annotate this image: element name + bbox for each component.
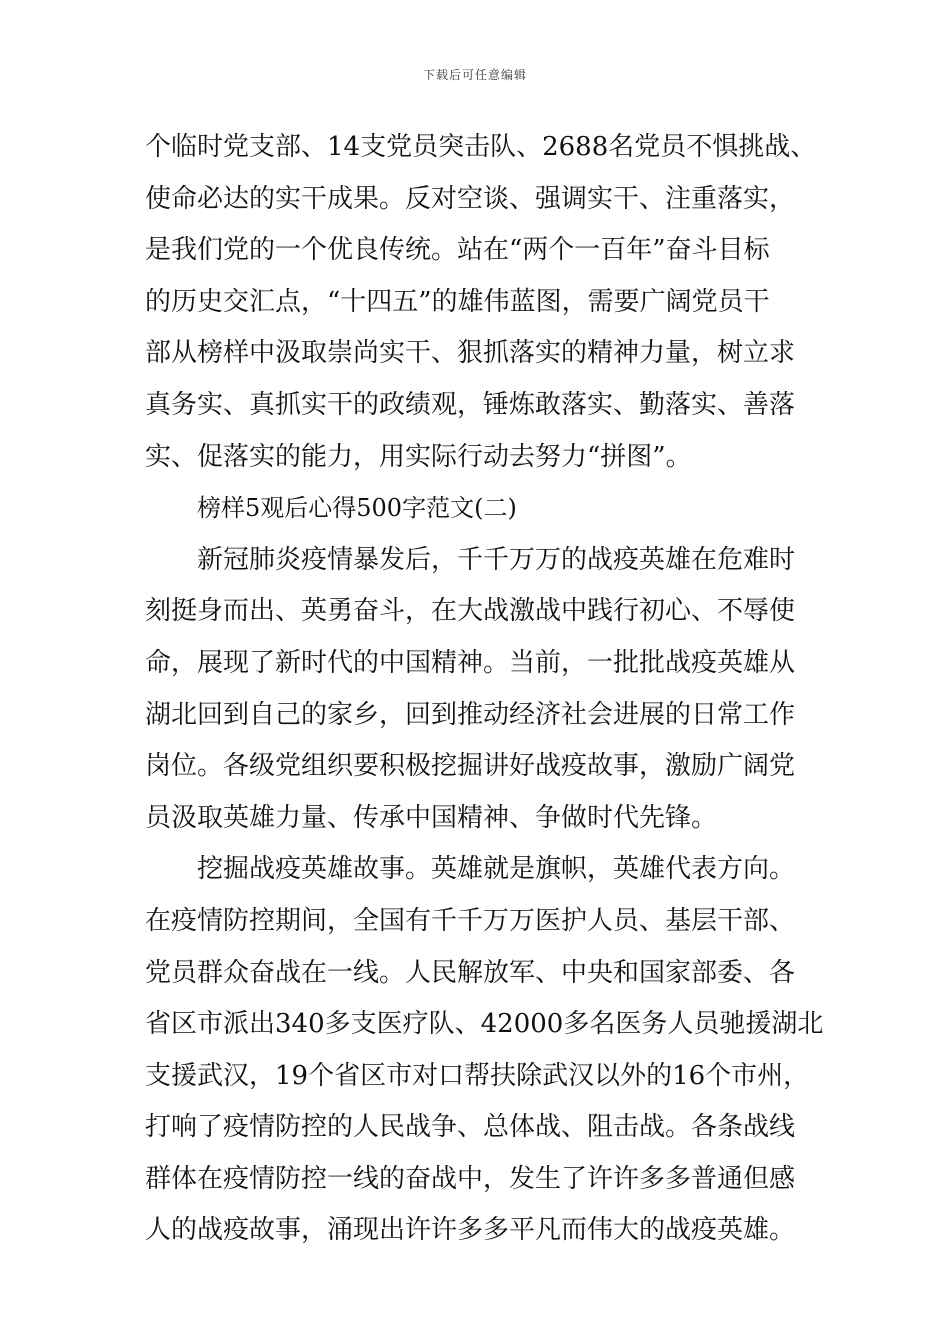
text-line: 群体在疫情防控一线的奋战中，发生了许许多多普通但感 [145, 1163, 796, 1194]
document-body [145, 122, 824, 1257]
text-line: 湖北回到自己的家乡，回到推动经济社会进展的日常工作 [145, 699, 796, 730]
page-header-note: 下载后可任意编辑 [422, 68, 527, 82]
text-line: 使命必达的实干成果。反对空谈、强调实干、注重落实， [145, 183, 796, 214]
text-line: 打响了疫情防控的人民战争、总体战、阻击战。各条战线 [145, 1112, 796, 1143]
text-line: 党员群众奋战在一线。人民解放军、中央和国家部委、各 [145, 957, 796, 988]
text-line: 挖掘战疫英雄故事。英雄就是旗帜，英雄代表方向。 [197, 854, 796, 885]
text-line: 部从榜样中汲取崇尚实干、狠抓落实的精神力量，树立求 [145, 338, 796, 369]
text-line: 实、促落实的能力，用实际行动去努力“拼图”。 [145, 441, 692, 472]
text-line: 人的战疫故事，涌现出许许多多平凡而伟大的战疫英雄。 [145, 1215, 796, 1246]
section-heading: 榜样5观后心得500字范文(二) [197, 494, 517, 523]
text-line: 的历史交汇点，“十四五”的雄伟蓝图，需要广阔党员干 [145, 286, 770, 317]
text-line: 在疫情防控期间，全国有千千万万医护人员、基层干部、 [145, 905, 796, 936]
text-line: 刻挺身而出、英勇奋斗，在大战激战中践行初心、不辱使 [145, 596, 796, 627]
text-line: 是我们党的一个优良传统。站在“两个一百年”奋斗目标 [145, 235, 770, 266]
text-line: 支援武汉，19个省区市对口帮扶除武汉以外的16个市州， [145, 1060, 810, 1091]
text-line: 省区市派出340多支医疗队、42000多名医务人员驰援湖北 [145, 1009, 824, 1040]
text-line: 个临时党支部、14支党员突击队、2688名党员不惧挑战、 [145, 132, 817, 162]
text-line: 岗位。各级党组织要积极挖掘讲好战疫故事，激励广阔党 [145, 751, 796, 782]
text-line: 命，展现了新时代的中国精神。当前，一批批战疫英雄从 [145, 647, 796, 678]
text-line: 新冠肺炎疫情暴发后，千千万万的战疫英雄在危难时 [197, 544, 796, 575]
text-line: 员汲取英雄力量、传承中国精神、争做时代先锋。 [145, 802, 718, 833]
text-line: 真务实、真抓实干的政绩观，锤炼敢落实、勤落实、善落 [145, 389, 796, 420]
